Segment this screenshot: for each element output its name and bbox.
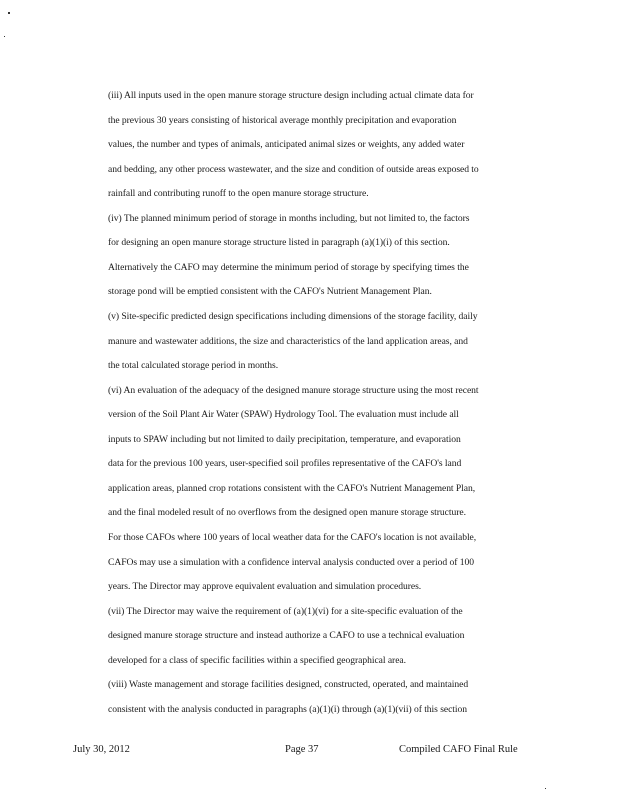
scan-speck <box>8 12 10 14</box>
body-line: values, the number and types of animals, anticipated animal sizes or weights, any added water <box>108 139 465 151</box>
body-line: (vi) An evaluation of the adequacy of the designed manure storage structure using the most recent <box>108 384 479 396</box>
body-line: (viii) Waste management and storage facilities designed, constructed, operated, and maintained <box>108 679 469 691</box>
body-line: designed manure storage structure and instead authorize a CAFO to use a technical evaluation <box>108 630 465 642</box>
body-line: the previous 30 years consisting of historical average monthly precipitation and evaporation <box>108 114 457 126</box>
footer-title: Compiled CAFO Final Rule <box>399 744 518 755</box>
body-line: and bedding, any other process wastewater, and the size and condition of outside areas exposed to <box>108 163 479 175</box>
body-line: the total calculated storage period in months. <box>108 360 279 372</box>
body-line: rainfall and contributing runoff to the open manure storage structure. <box>108 188 369 200</box>
body-line: developed for a class of specific facilities within a specified geographical area. <box>108 654 406 666</box>
footer-page-number: Page 37 <box>285 744 319 755</box>
body-line: consistent with the analysis conducted in paragraphs (a)(1)(i) through (a)(1)(vii) of this section <box>108 703 468 715</box>
body-line: manure and wastewater additions, the size and characteristics of the land application areas, and <box>108 335 468 347</box>
scan-speck <box>545 788 546 789</box>
body-line: (v) Site-specific predicted design specifications including dimensions of the storage facility, daily <box>108 311 478 322</box>
body-line: version of the Soil Plant Air Water (SPAW) Hydrology Tool. The evaluation must include all <box>108 409 459 421</box>
body-line: for designing an open manure storage structure listed in paragraph (a)(1)(i) of this section. <box>108 237 450 249</box>
body-line: CAFOs may use a simulation with a confidence interval analysis conducted over a period of 100 <box>108 556 474 568</box>
body-line: (iv) The planned minimum period of storage in months including, but not limited to, the factors <box>108 212 470 224</box>
body-line: and the final modeled result of no overflows from the designed open manure storage structure. <box>108 507 466 519</box>
body-line: (vii) The Director may waive the requirement of (a)(1)(vi) for a site-specific evaluation of the <box>108 605 463 617</box>
body-line: application areas, planned crop rotations consistent with the CAFO's Nutrient Management Plan, <box>108 482 476 494</box>
body-line: Alternatively the CAFO may determine the minimum period of storage by specifying times the <box>108 261 469 273</box>
body-line: inputs to SPAW including but not limited to daily precipitation, temperature, and evaporation <box>108 433 461 445</box>
scan-speck <box>4 36 5 37</box>
body-line: For those CAFOs where 100 years of local weather data for the CAFO's location is not available, <box>108 531 477 543</box>
body-line: storage pond will be emptied consistent with the CAFO's Nutrient Management Plan. <box>108 286 432 298</box>
body-line: (iii) All inputs used in the open manure storage structure design including actual climate data for <box>108 90 474 101</box>
body-line: years. The Director may approve equivalent evaluation and simulation procedures. <box>108 581 422 592</box>
footer-date: July 30, 2012 <box>73 744 130 755</box>
body-line: data for the previous 100 years, user-specified soil profiles representative of the CAFO's land <box>108 458 462 470</box>
